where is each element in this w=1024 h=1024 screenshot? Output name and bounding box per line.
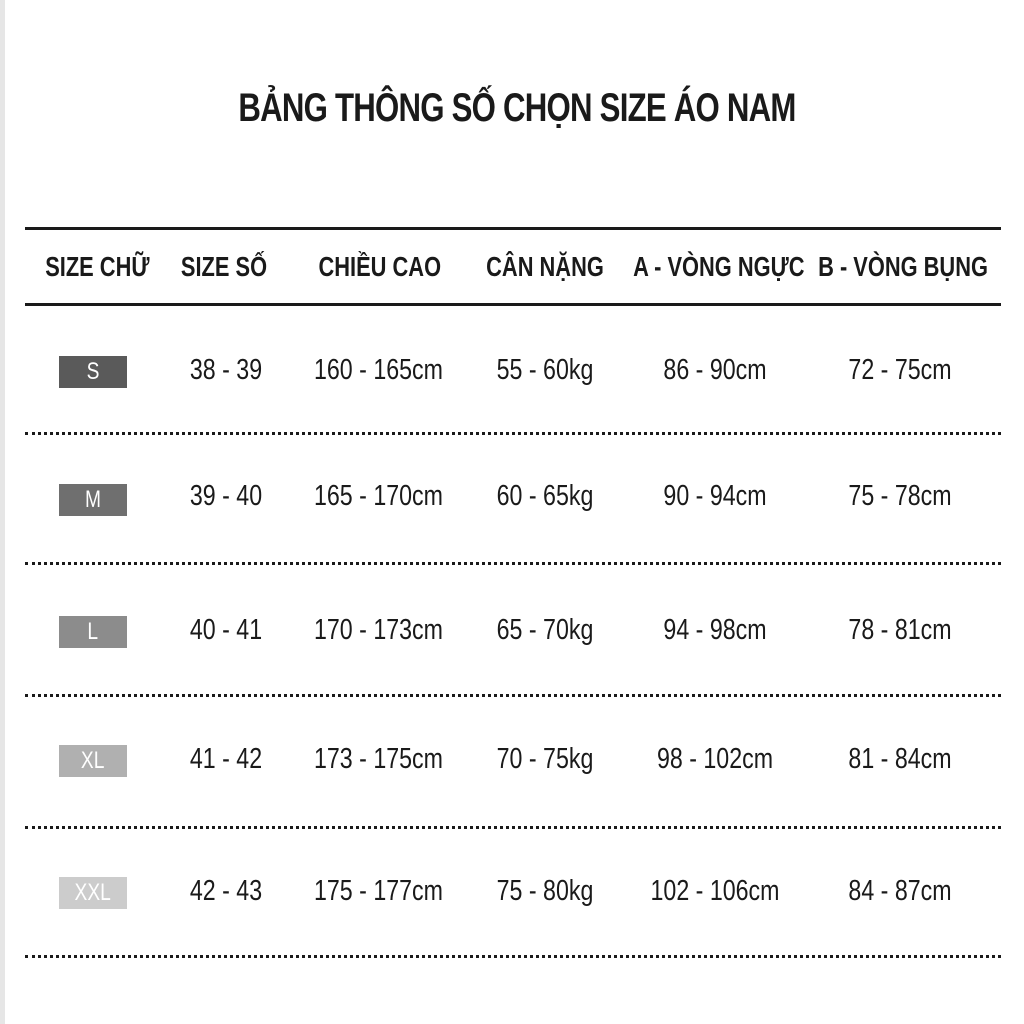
header-can-nang: CÂN NẶNG [486,251,604,282]
left-edge [0,0,5,1024]
size-number: 39 - 40 [189,480,263,512]
weight-range: 60 - 65kg [496,480,594,512]
row-divider [25,432,1001,435]
size-badge-label: S [86,358,100,385]
size-badge [59,484,127,516]
chest-range: 94 - 98cm [663,614,767,646]
chest-range: 102 - 106cm [650,875,780,907]
header-size-so: SIZE SỐ [180,251,268,282]
height-range: 173 - 175cm [314,743,443,775]
waist-range: 84 - 87cm [848,875,952,907]
size-badge-label: L [87,618,99,645]
size-number: 40 - 41 [189,614,263,646]
height-range: 165 - 170cm [314,480,443,512]
size-badge [59,745,127,777]
size-badge-label: XL [81,747,105,774]
height-range: 175 - 177cm [314,875,443,907]
weight-range: 70 - 75kg [496,743,594,775]
size-badge [59,356,127,388]
size-badge [59,616,127,648]
row-divider [25,826,1001,829]
waist-range: 75 - 78cm [848,480,952,512]
size-number: 41 - 42 [189,743,263,775]
size-badge-label: XXL [74,879,112,906]
header-chieu-cao: CHIỀU CAO [318,251,442,282]
table-header [0,230,1024,303]
page-title: BẢNG THÔNG SỐ CHỌN SIZE ÁO NAM [238,86,796,130]
row-divider [25,562,1001,565]
height-range: 170 - 173cm [314,614,443,646]
header-size-chu: SIZE CHỮ [45,251,150,282]
waist-range: 78 - 81cm [848,614,952,646]
row-divider [25,694,1001,697]
weight-range: 55 - 60kg [496,354,594,386]
size-badge [59,877,127,909]
height-range: 160 - 165cm [314,354,443,386]
waist-range: 81 - 84cm [848,743,952,775]
weight-range: 75 - 80kg [496,875,594,907]
size-badge-label: M [85,486,101,513]
waist-range: 72 - 75cm [848,354,952,386]
row-divider [25,955,1001,958]
chest-range: 98 - 102cm [656,743,774,775]
size-number: 42 - 43 [189,875,263,907]
weight-range: 65 - 70kg [496,614,594,646]
header-vong-nguc: A - VÒNG NGỰC [633,251,805,282]
table-header-rule [25,303,1001,306]
size-number: 38 - 39 [189,354,263,386]
chest-range: 86 - 90cm [663,354,767,386]
header-vong-bung: B - VÒNG BỤNG [818,251,988,282]
chest-range: 90 - 94cm [663,480,767,512]
